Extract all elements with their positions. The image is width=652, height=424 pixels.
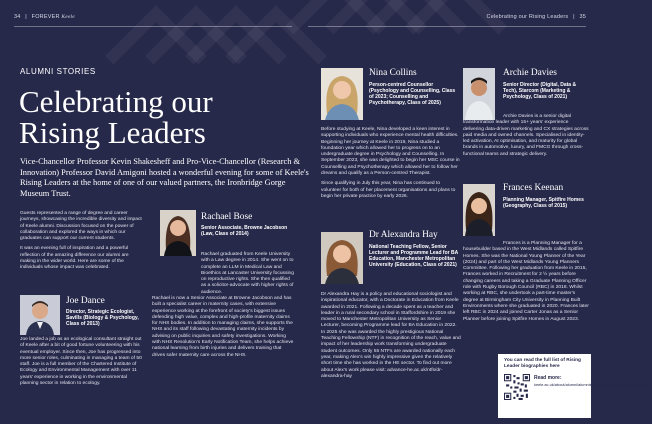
rachael-bose-bio-1: Rachael graduated from Keele University with a Law degree in 2014. She went on to complete an LLM in Medical Law and Bioethics at Lancaster University focussing on reproductive rights. She then qualified as a solicitor-advocate with higher rights of audience.: [201, 252, 294, 295]
intro-body: [20, 211, 142, 276]
rachael-bose-photo: [160, 210, 196, 256]
section-name: Celebrating our Rising Leaders: [486, 14, 569, 20]
nina-collins-bio: [321, 127, 461, 204]
rachael-bose-role: Senior Associate, Browne Jacobson (Law, Class of 2014): [201, 225, 288, 238]
nina-collins-photo: [321, 68, 363, 120]
nina-collins-bio-2: Since qualifying in July this year, Nina has continued to volunteer for both of her placement organisations and plans to begin her private practice by early 2026.: [321, 181, 456, 199]
read-more-url[interactable]: keele.ac.uk/about/alumni/alumnistories/ourpeople/risingleaders2025/: [534, 382, 652, 387]
nina-collins-bio-1: Before studying at Keele, Nina developed a keen interest in supporting individuals who experience mental health difficulties. Beginning her journey at Keele in 2019, Nina studied a foundation year which allowed her to progress on to an undergraduate degree in Psychology and Counselling. In September 2023, she was delighted to begin her MSC course in Counselling and Psychotherapy which allowed her to follow her dreams and qualify as a Person-centred Therapist.: [321, 127, 460, 177]
frances-keenan-photo: [463, 184, 495, 236]
rachael-bose-bio-2: Rachael is now a Senior Associate at Browne Jacobson and has built a specialist career in maternity cases, with extensive experience working at the forefront of society's biggest issues defending high value, complex and high-profile maternity claims for NHS bodies. In addition to managing claims, she supports the NHS and its staff following devastating maternity incidents by advising on public inquiries and safety investigations. Working with NHS Resolution's Early Notification Team, she helps achieve national learning from birth injuries and delivers training that drives safer maternity care across the NHS.: [152, 296, 294, 358]
intro-body-p1: Guests represented a range of degree and career journeys, showcasing the incredible diversity and impact of Keele alumni. Discussion focused on the power of collaboration and explored the ways in which our graduates can support our current students.: [20, 211, 142, 242]
nina-collins-name: Nina Collins: [369, 68, 417, 78]
alexandra-hay-photo: [321, 232, 363, 284]
intro-paragraph: Vice-Chancellor Professor Kevin Shakesheff and Pro-Vice-Chancellor (Research & Innovation) Professor David Amigoni hosted a wonderful evening for some of Keele's Rising Leaders at the home of one of our valued partners, the Ironbridge Gorge Museum Trust.: [20, 157, 309, 198]
right-page-number: 35: [579, 14, 586, 20]
page-title: Celebrating our Rising Leaders: [19, 84, 213, 150]
frances-keenan-name: Frances Keenan: [503, 183, 564, 193]
read-more-label: Read more:: [534, 375, 562, 381]
left-page-number: 34: [14, 14, 21, 20]
archie-davies-role: Senior Director (Digital, Data & Tech), Starcom (Marketing & Psychology, Class of 2021): [503, 82, 577, 101]
intro-body-p2: It was an evening full of inspiration and a powerful reflection of the amazing difference our alumni are making in the wider world. Here are some of the individuals whose impact was celebrated.: [20, 246, 129, 271]
rachael-bose-name: Rachael Bose: [201, 212, 253, 222]
archie-davies-photo: [463, 68, 495, 120]
alexandra-hay-bio: Dr Alexandra Hay is a policy and educational sociologist and inspirational educator, with a Doctorate in Education from Keele awarded in 2021. Following a decade spent as a teacher and leader in a rural secondary school in Staffordshire in 2019 she moved to Manchester Metropolitan University as Senior Lecturer, becoming Programme lead for BA Education in 2022. In 2025 she was awarded the highly prestigious National Teaching Fellowship (NTF) in recognition of the reach, value and impact of her leadership work transforming undergraduate student outcomes. Only 55 NTFs are awarded nationally each year, making Alex's win highly impressive given the relatively short time she has worked in the HE sector. To find out more about Alex's work please visit: advance-he.ac.uk/ntfs/dr-alexandra-hay: [321, 292, 461, 379]
header-rule-right: [308, 26, 586, 27]
archie-davies-name: Archie Davies: [503, 68, 557, 78]
right-folio: Celebrating our Rising Leaders | 35: [486, 14, 586, 20]
alexandra-hay-name: Dr Alexandra Hay: [369, 230, 438, 240]
header-rule-left: [14, 26, 292, 27]
joe-dance-bio: Joe landed a job as an ecological consultant straight out of Keele after a bit of good fortune volunteering with his eventual employer. Since then, Joe has progressed into more senior roles, culminating in managing a team of 50 staff. Joe is a full member of the Chartered Institute of Ecology and Environmental Management with over 11 years' experience in working in the environmental planning sector in relation to ecology.: [20, 337, 142, 387]
callout-heading: You can read the full list of Rising Leader biographies here: [504, 358, 581, 369]
joe-dance-photo: [20, 295, 60, 335]
left-folio: 34 | FOREVER Keele: [14, 14, 75, 20]
joe-dance-role: Director, Strategic Ecologist, Savills (Biology & Psychology, Class of 2013): [66, 309, 139, 328]
read-more-callout[interactable]: [498, 354, 652, 418]
frances-keenan-role: Planning Manager, Spitfire Homes (Geography, Class of 2015): [503, 197, 584, 210]
frances-keenan-bio: Frances is a Planning Manager for a housebuilder based in the West Midlands called Spitfire Homes. She was the National Young Planner of the Year (2024) and part of the West Midlands Young Planners Committee. Following her graduation from Keele in 2015, Frances worked in Recruitment for 2 ½ years before changing careers and taking a Graduate Planning Officer role with Rugby Borough Council (RBC) in 2018. Whilst working at RBC, she undertook a part-time master's degree at Birmingham City University in Planning Built Environments where she graduated in 2020. Frances later left RBC in 2024 and joined Carter Jonas as a Senior Planner before joining Spitfire Homes in August 2023.: [463, 241, 589, 322]
qr-code-icon[interactable]: [504, 374, 530, 400]
archie-davies-bio: Archie Davies is a senior digital transformation leader with 15+ years' experience delivering data-driven marketing and CX strategies across paid media and owned channels. Specialised in identity-led activation, AI optimisation, and maturity for global brands in automotive, luxury, and FMCG through cross-functional teams and strategic delivery.: [463, 114, 589, 157]
joe-dance-name: Joe Dance: [66, 296, 105, 306]
nina-collins-role: Person-centred Counsellor (Psychology and Counselling, Class of 2023; Counselling and Psychotherapy, Class of 2025): [369, 82, 456, 107]
section-kicker: ALUMNI STORIES: [20, 67, 96, 76]
brand-name: FOREVER: [31, 14, 60, 20]
alexandra-hay-role: National Teaching Fellow, Senior Lecturer and Programme Lead for BA Education, Manchester Metropolitan University (Education, Class of 2021): [369, 244, 459, 269]
brand-sub: Keele: [61, 14, 75, 20]
